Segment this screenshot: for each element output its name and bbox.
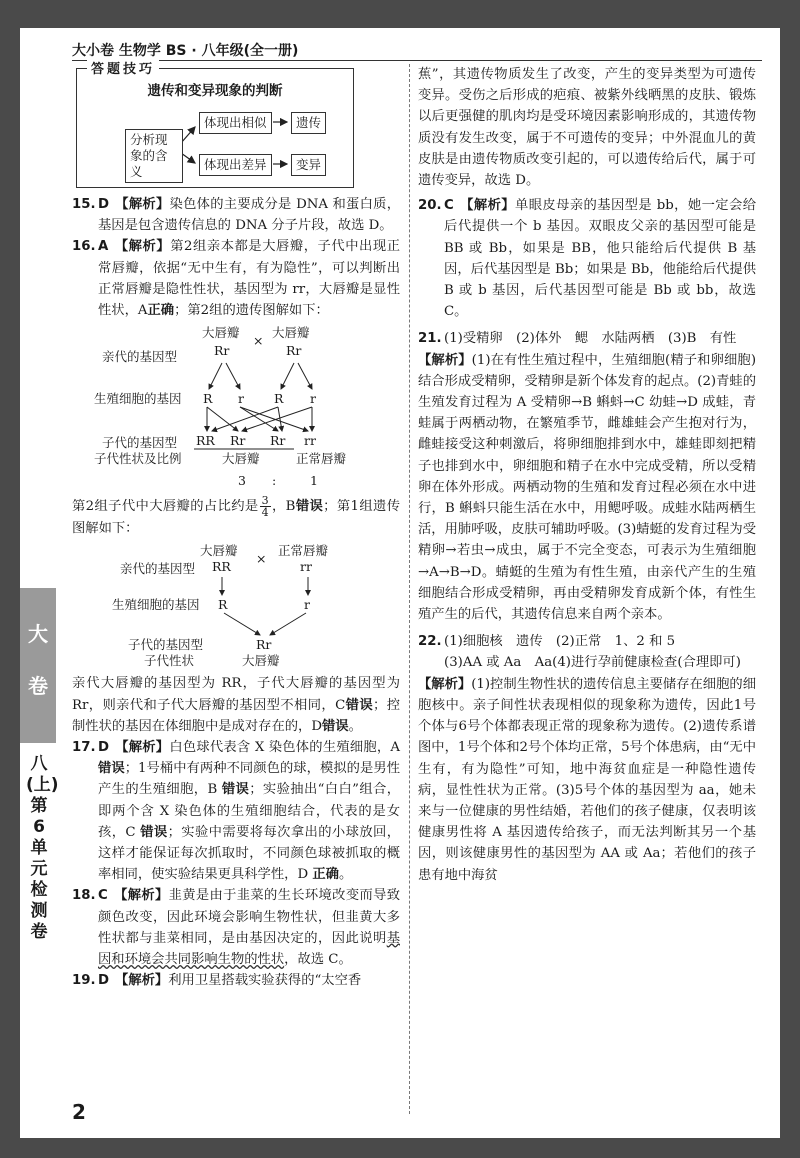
judgement-wrong: 错误: [295, 499, 324, 515]
child-genotype-label: 子代的基因型: [128, 637, 204, 653]
key-point-underline: 基因和环境会共同影响生物的性状: [98, 930, 400, 968]
question-15: [72, 194, 400, 236]
answer-tip-box: [76, 62, 354, 188]
judgement-wrong: 错误: [322, 718, 349, 734]
judgement-correct: 正确: [312, 867, 339, 883]
question-number: 16.: [72, 239, 96, 255]
tip-variation-box: 变异: [291, 154, 326, 176]
gamete: r: [238, 391, 244, 407]
judgement-wrong: 错误: [221, 782, 250, 798]
child-genotype: Rr: [270, 433, 286, 449]
child-trait-normal: 正常唇瓣: [296, 451, 347, 467]
parent1-trait: 大唇瓣: [202, 325, 240, 341]
running-header: 大小卷 生物学 BS · 八年级(全一册): [72, 43, 299, 59]
question-number: 21.: [418, 331, 442, 347]
gamete: r: [304, 597, 310, 613]
analysis-tag: 【解析】: [418, 352, 472, 368]
fraction: [260, 495, 271, 518]
gamete: R: [203, 391, 213, 407]
analysis-text: (1)在有性生殖过程中，生殖细胞(精子和卵细胞)结合形成受精卵，受精卵是新个体发育的起点。(2)青蛙的生殖发育过程为 A 受精卵→B 蝌蚪→C 幼蛙→D 成蛙，青蛙属于两栖动物，在繁殖季节，雌雄蛙会产生抱对行为，雌蛙接受这种刺激后，将卵细胞排到水中，雄蛙即刻把精子也排到水中，卵细胞和精子在水中完成受精，所以受精卵在体外形成。两栖动物的生殖和发育过程必须在水中进行，B 蝌蚪只能生活在水中，用鳃呼吸。成蛙水陆两栖生活，用肺呼吸，皮肤可辅助呼吸。(3)蜻蜓的发育过程为受精卵→若虫→成虫，属于不完全变态，可表示为生殖细胞→A→B→D。蜻蜓的生殖为有性生殖，由亲代产生的生殖细胞结合形成受精卵，再由受精卵发育成新个体，有性生殖产生的后代，其遗传信息来自两个亲本。: [418, 352, 757, 623]
left-column: [72, 64, 400, 991]
tip-heredity-box: 遗传: [291, 112, 326, 134]
child-genotype: rr: [304, 433, 316, 449]
gamete: R: [274, 391, 284, 407]
answer-text: (3)AA 或 Aa Aa(4)进行孕前健康检查(合理即可): [444, 655, 741, 671]
answer-choice: A: [98, 239, 109, 255]
analysis-text: ，B: [271, 499, 296, 515]
gamete: r: [310, 391, 316, 407]
analysis-tag: 【解析】: [114, 239, 171, 255]
question-21-analysis: [418, 350, 756, 626]
parent-genotype-label: 亲代的基因型: [120, 561, 196, 577]
tip-label: 答题技巧: [87, 59, 159, 80]
analysis-text: ；实验抽出“白白”组合，即两个含 X 染色体的生殖细胞结合，代表的是女孩，C: [98, 782, 401, 840]
analysis-text: (1)控制生物性状的遗传信息主要储存在细胞的细胞核中。亲子间性状表现相似的现象称为遗传，因此1号个体与6号个体都表现正常的现象称为遗传。(2)遗传系谱图中，1号个体和2号个体均正常，5号个体患病，由“无中生有，有为隐性”可知，地中海贫血症是一种隐性遗传病，显性性状为正常。(3)5号个体的基因型为 aa，她未来与一位健康的男性结婚，若他们的孩子健康，仅表明该健康男性将 A 基因遗传给孩子，而无法判断其另一个基因，则该健康男性的基因型为 AA 或 Aa；若他们的孩子患有地中海贫: [418, 676, 757, 883]
side-unit-label: 八(上) 第6单元检测卷: [26, 754, 59, 942]
right-column: [418, 64, 756, 886]
question-17: [72, 737, 400, 885]
analysis-text: ，故选 C。: [284, 952, 352, 968]
tip-similar-box: 体现出相似: [199, 112, 272, 134]
gamete-label: 生殖细胞的基因: [94, 391, 182, 407]
tip-subtitle: 遗传和变异现象的判断: [147, 83, 283, 99]
question-18: [72, 885, 400, 970]
question-19: [72, 970, 400, 991]
answer-choice: C: [444, 198, 454, 214]
side-tab-char: 卷: [28, 674, 48, 698]
child-genotype: Rr: [256, 637, 272, 653]
parent-genotype-label: 亲代的基因型: [102, 349, 178, 365]
question-21: [418, 328, 756, 349]
fraction-denominator: 4: [261, 506, 269, 520]
question-number: 15.: [72, 197, 96, 212]
analysis-text: ；控制性状的基因在体细胞中是成对存在的，D: [72, 697, 401, 734]
genetic-diagram-group2: [72, 323, 400, 473]
ratio-large: 3: [238, 473, 246, 489]
side-tab: [20, 588, 56, 743]
answer-choice: D: [98, 740, 110, 756]
analysis-text: 。: [338, 867, 353, 883]
analysis-text: 白色球代表含 X 染色体的生殖细胞，A: [169, 740, 400, 756]
child-genotype: RR: [196, 433, 215, 449]
parent1-trait: 大唇瓣: [200, 543, 238, 559]
analysis-text: 第2组子代中大唇瓣的占比约是: [72, 499, 259, 515]
question-number: 22.: [418, 634, 442, 650]
question-22: [418, 631, 756, 673]
analysis-text: ；实验中需要将每次拿出的小球放回，这样才能保证每次抓取时，不同颜色球被抓取的概率相同，使实验结果更具科学性，D: [98, 824, 401, 883]
answer-text: (1)受精卵 (2)体外 鳃 水陆两栖 (3)B 有性: [444, 331, 737, 347]
analysis-tag: 【解析】: [113, 888, 169, 904]
page: [20, 28, 780, 1138]
analysis-tag: 【解析】: [459, 198, 516, 214]
analysis-tag: 【解析】: [115, 197, 170, 212]
side-tab-char: 大: [28, 622, 48, 646]
question-22-analysis: [418, 674, 756, 886]
question-number: 19.: [72, 973, 96, 989]
analysis-tag: 【解析】: [115, 973, 169, 989]
column-divider: [409, 64, 410, 1114]
judgement-correct: 正确: [147, 303, 175, 319]
analysis-text: ；第2组的遗传图解如下：: [174, 303, 329, 319]
judgement-wrong: 错误: [98, 761, 125, 777]
answer-choice: C: [98, 888, 108, 904]
gamete-label: 生殖细胞的基因: [112, 597, 200, 613]
question-16: [72, 236, 400, 321]
analysis-text: 亲代大唇瓣的基因型为 RR，子代大唇瓣的基因型为 Rr，则亲代和子代大唇瓣的基因型不相同，C: [72, 676, 400, 713]
page-number: 2: [72, 1100, 86, 1124]
judgement-wrong: 错误: [345, 697, 374, 713]
header-rule: [72, 60, 762, 61]
child-trait: 大唇瓣: [242, 653, 280, 669]
child-genotype: Rr: [230, 433, 246, 449]
cross-sign: ×: [256, 551, 267, 567]
ratio-row: [72, 475, 400, 489]
child-trait-large: 大唇瓣: [222, 451, 260, 467]
child-genotype-label: 子代的基因型: [102, 435, 178, 451]
analysis-text: 单眼皮母亲的基因型是 bb，她一定会给后代提供一个 b 基因。双眼皮父亲的基因型可能是 BB 或 Bb，如果是 BB，他只能给后代提供 B 基因，后代基因型是 Bb；如果是 Bb，他能给后代提供 B 或 b 基因，后代基因型可能是 Bb 或 bb，故选 C。: [444, 198, 757, 320]
parent2-trait: 大唇瓣: [272, 325, 310, 341]
q16-continued: [72, 495, 400, 539]
analysis-tag: 【解析】: [418, 676, 472, 692]
parent2-genotype: rr: [300, 559, 312, 575]
analysis-tag: 【解析】: [115, 740, 170, 756]
answer-text: (1)细胞核 遗传 (2)正常 1、2 和 5: [444, 634, 676, 650]
ratio-colon: :: [272, 473, 277, 489]
analysis-text: ；第1组遗传图解如下：: [72, 499, 401, 537]
cross-sign: ×: [253, 333, 264, 349]
analysis-text: 利用卫星搭载实验获得的“太空香: [168, 973, 362, 989]
parent2-genotype: Rr: [286, 343, 302, 359]
judgement-wrong: 错误: [140, 824, 168, 840]
analysis-text: ；1号桶中有两种不同颜色的球，模拟的是男性产生的生殖细胞，B: [98, 761, 401, 798]
genetic-diagram-group1: [72, 541, 400, 669]
answer-choice: D: [98, 973, 110, 989]
question-number: 20.: [418, 198, 442, 214]
tip-difference-box: 体现出差异: [199, 154, 272, 176]
question-number: 17.: [72, 740, 96, 756]
q16-conclusion: [72, 673, 400, 737]
analysis-text: 韭黄是由于韭菜的生长环境改变而导致颜色改变，因此环境会影响生物性状，但韭黄大多性状都与韭菜相同，是由基因决定的，因此说明: [98, 888, 401, 946]
question-20: [418, 195, 756, 322]
ratio-normal: 1: [310, 473, 318, 489]
parent2-trait: 正常唇瓣: [278, 543, 329, 559]
tip-root-box: 分析现象的含义: [125, 129, 183, 183]
analysis-text: 。: [348, 718, 362, 734]
question-number: 18.: [72, 888, 96, 904]
child-trait-label: 子代性状及比例: [94, 451, 182, 467]
fraction-numerator: 3: [261, 494, 269, 508]
answer-choice: D: [98, 197, 110, 212]
child-trait-label: 子代性状: [144, 653, 195, 669]
analysis-text: 第2组亲本都是大唇瓣，子代中出现正常唇瓣，依据“无中生有，有为隐性”，可以判断出正常唇瓣是隐性性状，基因型为 rr，大唇瓣是显性性状，A: [98, 239, 401, 319]
parent1-genotype: Rr: [214, 343, 230, 359]
question-19-continued: 蕉”，其遗传物质发生了改变，产生的变异类型为可遗传变异。受伤之后形成的疤痕、被紫外线晒黑的皮肤、锻炼以后更强健的肌肉均是受环境因素影响形成的，其遗传物质没有发生改变，属于不可遗传的变异；中外混血儿的黄皮肤是由遗传物质改变引起的，可以遗传给后代，属于可遗传变异，故选 D。: [418, 67, 756, 189]
gamete: R: [218, 597, 228, 613]
parent1-genotype: RR: [212, 559, 231, 575]
analysis-text: 染色体的主要成分是 DNA 和蛋白质，基因是包含遗传信息的 DNA 分子片段，故选 D。: [98, 197, 400, 234]
